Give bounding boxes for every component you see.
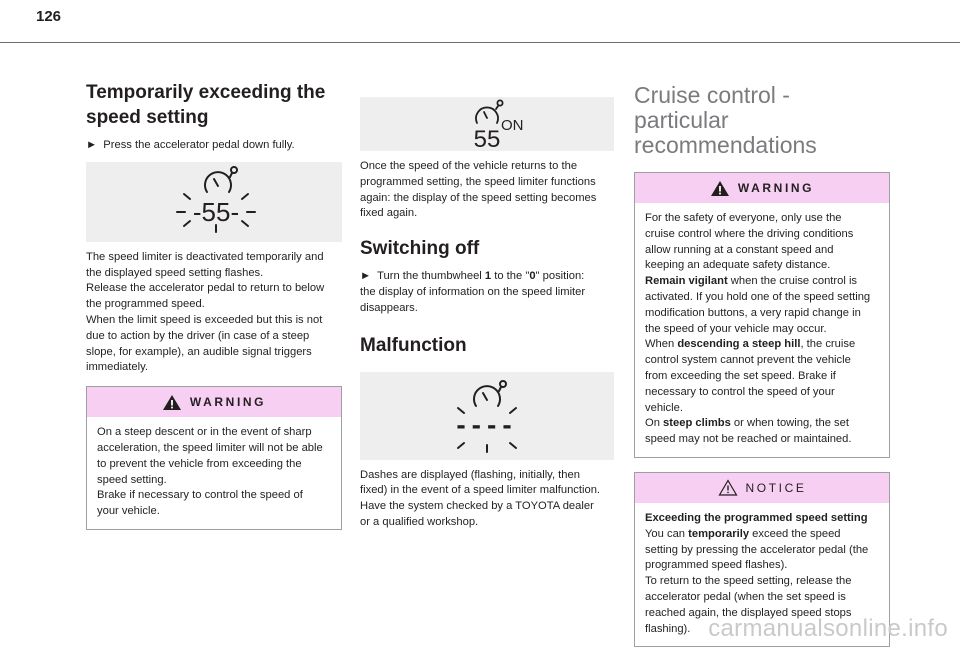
page-number: 126: [36, 8, 62, 25]
paragraph-malfunction: Dashes are displayed (flashing, initially, then fixed) in the event of a speed limiter malfunction. Have the system checked by a TOYOTA dealer or a qualified workshop.: [360, 468, 601, 528]
warning-body: On a steep descent or in the event of sharp acceleration, the speed limiter will not be able to prevent the vehicle from exceeding the speed setting. Brake if necessary to control the speed of your vehicle.: [97, 426, 323, 518]
speed-display: 55: [473, 126, 501, 151]
notice-triangle-icon: [718, 479, 738, 496]
header-rule: [0, 42, 960, 43]
section-title-cruise-control: Cruise control - particular recommendations: [634, 82, 817, 158]
section-title-exceeding: Temporarily exceeding the speed setting: [86, 82, 326, 128]
paragraph-switching-off: ► Turn the thumbwheel 1 to the "0" position: the display of information on the speed limiter disappears.: [360, 270, 586, 314]
speedometer-icon: [86, 162, 342, 242]
notice-body: Exceeding the programmed speed setting You can temporarily exceed the speed setting by pressing the accelerator pedal (the programmed speed flashes). To return to the speed setting, release the accelerator pedal (when the set speed is reached again, the displayed speed stops flashing).: [645, 511, 869, 635]
warning-header: WARNING: [87, 387, 341, 417]
section-title-malfunction: Malfunction: [360, 334, 467, 356]
notice-header: NOTICE: [635, 473, 889, 503]
on-label: ON: [501, 117, 524, 134]
warning-box-steep-descent: [86, 386, 342, 530]
watermark: carmanualsonline.info: [708, 615, 948, 642]
warning-header: WARNING: [635, 173, 889, 203]
limit-display: -55-: [192, 196, 240, 227]
warning-body: For the safety of everyone, only use the cruise control where the driving conditions allow running at a constant speed and keeping an adequate safety distance. Remain vigilant when the cruise control is activated. If you hold one of the speed setting modification buttons, a very rapid change in the speed of your vehicle may occur. When descending a steep hill, the cruise control system cannot prevent the vehicle from exceeding the set speed. Brake if necessary to control the speed of your vehicle. On steep climbs or when towing, the set speed may not be reached or maintained.: [645, 212, 871, 446]
speedometer-on-icon: [360, 97, 614, 151]
paragraph-speed-returns: Once the speed of the vehicle returns to the programmed setting, the speed limiter functions again: the display of the speed setting becomes fixed again.: [360, 160, 597, 220]
speedometer-dashes-icon: [360, 372, 614, 460]
malfunction-figure: [360, 372, 614, 460]
paragraph-deactivated: The speed limiter is deactivated temporarily and the displayed speed setting flashes. Release the accelerator pedal to return to below the programmed speed. When the limit speed is exceeded but this is not due to action by the driver (in case of a steep slope, for example), an audible signal triggers immediately.: [86, 250, 325, 374]
warning-triangle-icon: [162, 394, 182, 411]
dashes-display: ----: [456, 408, 518, 440]
column-2: [360, 97, 614, 531]
speedometer-flash-figure: [86, 162, 342, 242]
speedometer-on-figure: [360, 97, 614, 151]
section-title-switching-off: Switching off: [360, 238, 480, 260]
bullet-press-accelerator: ► Press the accelerator pedal down fully.: [86, 139, 295, 151]
column-3: [634, 83, 890, 647]
warning-triangle-icon: [710, 180, 730, 197]
column-1: [86, 72, 342, 530]
warning-box-cruise: [634, 172, 890, 458]
